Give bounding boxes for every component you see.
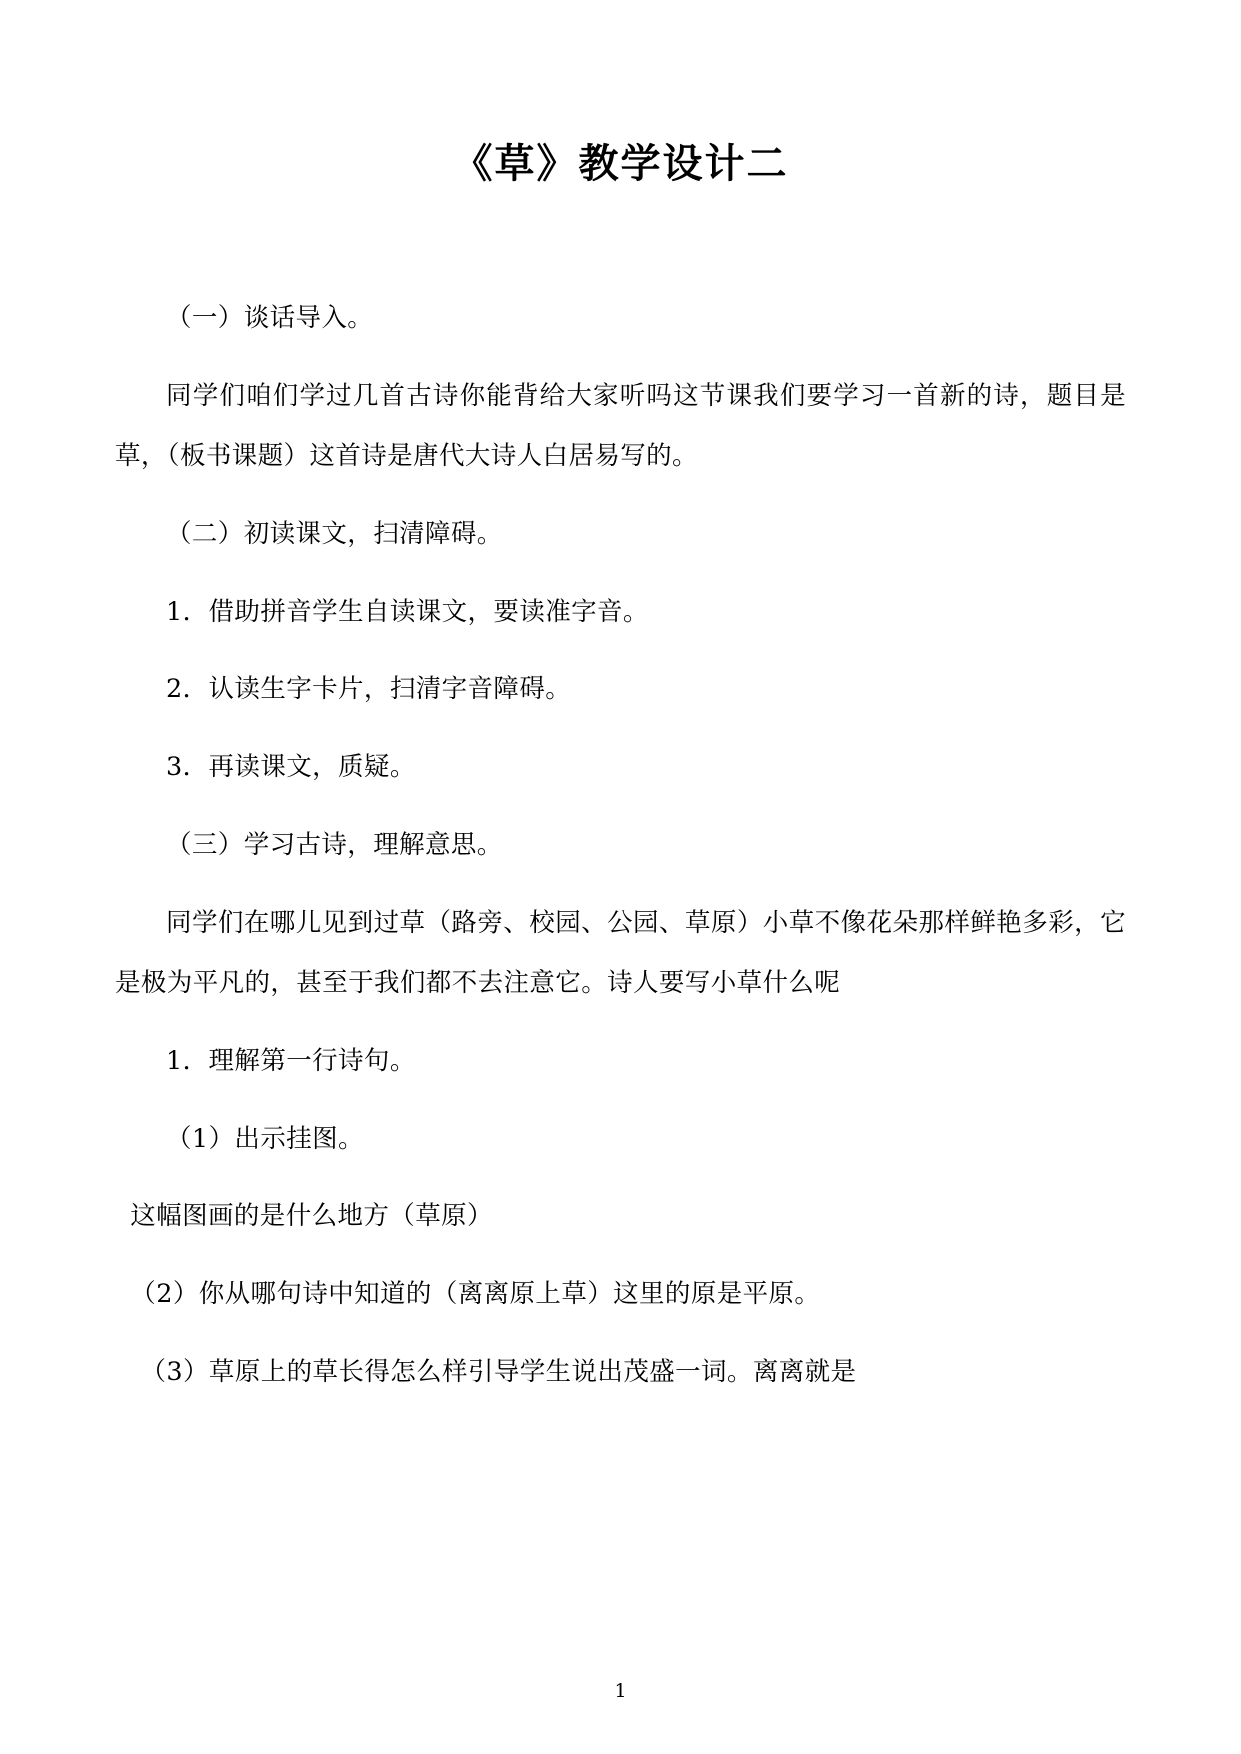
- paragraph: （2）你从哪句诗中知道的（离离原上草）这里的原是平原。: [130, 1278, 821, 1309]
- paragraph: （3）草原上的草长得怎么样引导学生说出茂盛一词。离离就是: [140, 1356, 857, 1387]
- document-body: [115, 288, 1126, 1402]
- paragraph: 2．认读生字卡片，扫清字音障碍。: [166, 674, 572, 705]
- paragraph: 这幅图画的是什么地方（草原）: [130, 1201, 493, 1232]
- paragraph: （三）学习古诗，理解意思。: [166, 829, 503, 860]
- page-number: 1: [614, 1680, 627, 1702]
- paragraph: 1．借助拼音学生自读课文，要读准字音。: [166, 596, 649, 627]
- paragraph: 同学们在哪儿见到过草（路旁、校园、公园、草原）小草不像花朵那样鲜艳多彩，它是极为平凡的，甚至于我们都不去注意它。诗人要写小草什么呢: [115, 907, 1126, 999]
- paragraph: （一）谈话导入。: [166, 303, 374, 333]
- paragraph: 3．再读课文，质疑。: [166, 752, 416, 783]
- page-title: 《草》教学设计二: [452, 140, 789, 187]
- paragraph: 同学们咱们学过几首古诗你能背给大家听吗这节课我们要学习一首新的诗，题目是草，（板书课题）这首诗是唐代大诗人白居易写的。: [115, 380, 1126, 472]
- paragraph: （二）初读课文，扫清障碍。: [166, 519, 503, 550]
- paragraph: 1．理解第一行诗句。: [166, 1045, 416, 1076]
- paragraph: （1）出示挂图。: [166, 1123, 364, 1154]
